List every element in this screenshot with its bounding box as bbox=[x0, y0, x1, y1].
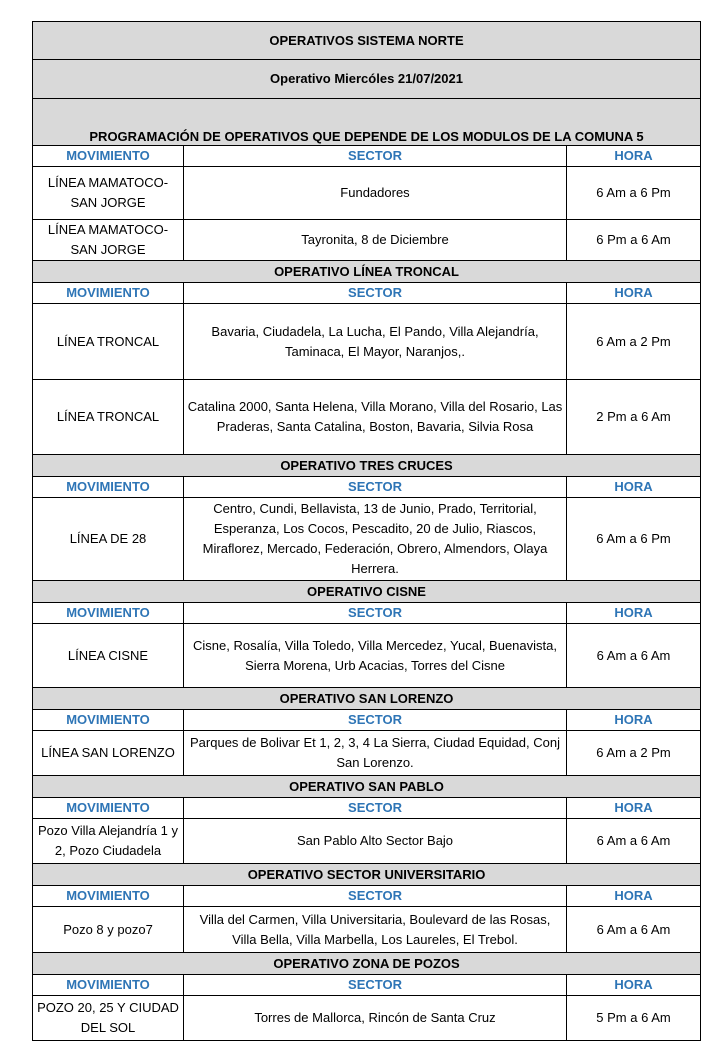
header-movimiento: MOVIMIENTO bbox=[33, 283, 184, 304]
cell-sector: San Pablo Alto Sector Bajo bbox=[184, 819, 567, 864]
section-title-row bbox=[33, 581, 701, 603]
column-header-row bbox=[33, 975, 701, 996]
cell-sector: Fundadores bbox=[184, 167, 567, 220]
cell-movimiento: LÍNEA TRONCAL bbox=[33, 380, 184, 455]
header-sector: SECTOR bbox=[184, 603, 567, 624]
section-title: OPERATIVO SAN PABLO bbox=[33, 776, 701, 798]
header-hora: HORA bbox=[567, 146, 701, 167]
program-note: PROGRAMACIÓN DE OPERATIVOS QUE DEPENDE DE LOS MODULOS DE LA COMUNA 5 bbox=[33, 99, 701, 146]
subtitle-row bbox=[33, 60, 701, 99]
cell-movimiento: LÍNEA DE 28 bbox=[33, 498, 184, 581]
cell-sector: Parques de Bolivar Et 1, 2, 3, 4 La Sierra, Ciudad Equidad, Conj San Lorenzo. bbox=[184, 731, 567, 776]
column-header-row bbox=[33, 283, 701, 304]
section-title: OPERATIVO SECTOR UNIVERSITARIO bbox=[33, 864, 701, 886]
cell-sector: Cisne, Rosalía, Villa Toledo, Villa Mercedez, Yucal, Buenavista, Sierra Morena, Urb Acacias, Torres del Cisne bbox=[184, 624, 567, 688]
header-sector: SECTOR bbox=[184, 146, 567, 167]
column-header-row bbox=[33, 603, 701, 624]
header-movimiento: MOVIMIENTO bbox=[33, 710, 184, 731]
header-sector: SECTOR bbox=[184, 886, 567, 907]
section-title: OPERATIVO TRES CRUCES bbox=[33, 455, 701, 477]
cell-hora: 6 Am a 6 Am bbox=[567, 819, 701, 864]
cell-hora: 6 Am a 6 Am bbox=[567, 907, 701, 953]
section-title: OPERATIVO LÍNEA TRONCAL bbox=[33, 261, 701, 283]
header-hora: HORA bbox=[567, 975, 701, 996]
header-hora: HORA bbox=[567, 603, 701, 624]
section-title-row bbox=[33, 455, 701, 477]
column-header-row bbox=[33, 477, 701, 498]
header-sector: SECTOR bbox=[184, 975, 567, 996]
header-sector: SECTOR bbox=[184, 283, 567, 304]
header-sector: SECTOR bbox=[184, 710, 567, 731]
table-row bbox=[33, 624, 701, 688]
section-title-row bbox=[33, 776, 701, 798]
column-header-row bbox=[33, 798, 701, 819]
column-header-row bbox=[33, 146, 701, 167]
header-movimiento: MOVIMIENTO bbox=[33, 798, 184, 819]
cell-movimiento: LÍNEA TRONCAL bbox=[33, 304, 184, 380]
header-movimiento: MOVIMIENTO bbox=[33, 603, 184, 624]
header-hora: HORA bbox=[567, 798, 701, 819]
header-movimiento: MOVIMIENTO bbox=[33, 975, 184, 996]
table-row bbox=[33, 220, 701, 261]
operativos-table bbox=[32, 21, 701, 1041]
header-movimiento: MOVIMIENTO bbox=[33, 477, 184, 498]
cell-hora: 6 Am a 6 Am bbox=[567, 624, 701, 688]
cell-hora: 6 Am a 2 Pm bbox=[567, 731, 701, 776]
section-title-row bbox=[33, 953, 701, 975]
cell-movimiento: LÍNEA SAN LORENZO bbox=[33, 731, 184, 776]
cell-sector: Centro, Cundi, Bellavista, 13 de Junio, Prado, Territorial, Esperanza, Los Cocos, Pescadito, 20 de Julio, Riascos, Miraflorez, Mercado, Federación, Obrero, Almendors, Olaya Herrera. bbox=[184, 498, 567, 581]
section-title-row bbox=[33, 688, 701, 710]
header-hora: HORA bbox=[567, 283, 701, 304]
cell-hora: 6 Am a 6 Pm bbox=[567, 498, 701, 581]
section-title: OPERATIVO CISNE bbox=[33, 581, 701, 603]
table-row bbox=[33, 304, 701, 380]
header-movimiento: MOVIMIENTO bbox=[33, 146, 184, 167]
cell-movimiento: LÍNEA CISNE bbox=[33, 624, 184, 688]
header-hora: HORA bbox=[567, 477, 701, 498]
section-title: OPERATIVO SAN LORENZO bbox=[33, 688, 701, 710]
cell-sector: Catalina 2000, Santa Helena, Villa Morano, Villa del Rosario, Las Praderas, Santa Catalina, Boston, Bavaria, Silvia Rosa bbox=[184, 380, 567, 455]
table-row bbox=[33, 731, 701, 776]
table-row bbox=[33, 819, 701, 864]
column-header-row bbox=[33, 710, 701, 731]
cell-movimiento: LÍNEA MAMATOCO-SAN JORGE bbox=[33, 220, 184, 261]
table-row bbox=[33, 498, 701, 581]
cell-hora: 5 Pm a 6 Am bbox=[567, 996, 701, 1041]
header-sector: SECTOR bbox=[184, 477, 567, 498]
cell-sector: Bavaria, Ciudadela, La Lucha, El Pando, Villa Alejandría, Taminaca, El Mayor, Naranjos,. bbox=[184, 304, 567, 380]
header-movimiento: MOVIMIENTO bbox=[33, 886, 184, 907]
table-row bbox=[33, 380, 701, 455]
program-note-row bbox=[33, 99, 701, 146]
cell-sector: Tayronita, 8 de Diciembre bbox=[184, 220, 567, 261]
cell-hora: 2 Pm a 6 Am bbox=[567, 380, 701, 455]
header-sector: SECTOR bbox=[184, 798, 567, 819]
section-title-row bbox=[33, 261, 701, 283]
page-subtitle: Operativo Miercóles 21/07/2021 bbox=[33, 60, 701, 99]
cell-sector: Torres de Mallorca, Rincón de Santa Cruz bbox=[184, 996, 567, 1041]
section-title: OPERATIVO ZONA DE POZOS bbox=[33, 953, 701, 975]
cell-hora: 6 Pm a 6 Am bbox=[567, 220, 701, 261]
cell-hora: 6 Am a 2 Pm bbox=[567, 304, 701, 380]
cell-hora: 6 Am a 6 Pm bbox=[567, 167, 701, 220]
header-hora: HORA bbox=[567, 710, 701, 731]
header-hora: HORA bbox=[567, 886, 701, 907]
cell-movimiento: LÍNEA MAMATOCO-SAN JORGE bbox=[33, 167, 184, 220]
title-row bbox=[33, 22, 701, 60]
section-title-row bbox=[33, 864, 701, 886]
cell-movimiento: Pozo 8 y pozo7 bbox=[33, 907, 184, 953]
cell-movimiento: Pozo Villa Alejandría 1 y 2, Pozo Ciudadela bbox=[33, 819, 184, 864]
cell-sector: Villa del Carmen, Villa Universitaria, Boulevard de las Rosas, Villa Bella, Villa Marbella, Los Laureles, El Trebol. bbox=[184, 907, 567, 953]
table-row bbox=[33, 996, 701, 1041]
table-row bbox=[33, 907, 701, 953]
column-header-row bbox=[33, 886, 701, 907]
page-title: OPERATIVOS SISTEMA NORTE bbox=[33, 22, 701, 60]
table-row bbox=[33, 167, 701, 220]
cell-movimiento: POZO 20, 25 Y CIUDAD DEL SOL bbox=[33, 996, 184, 1041]
